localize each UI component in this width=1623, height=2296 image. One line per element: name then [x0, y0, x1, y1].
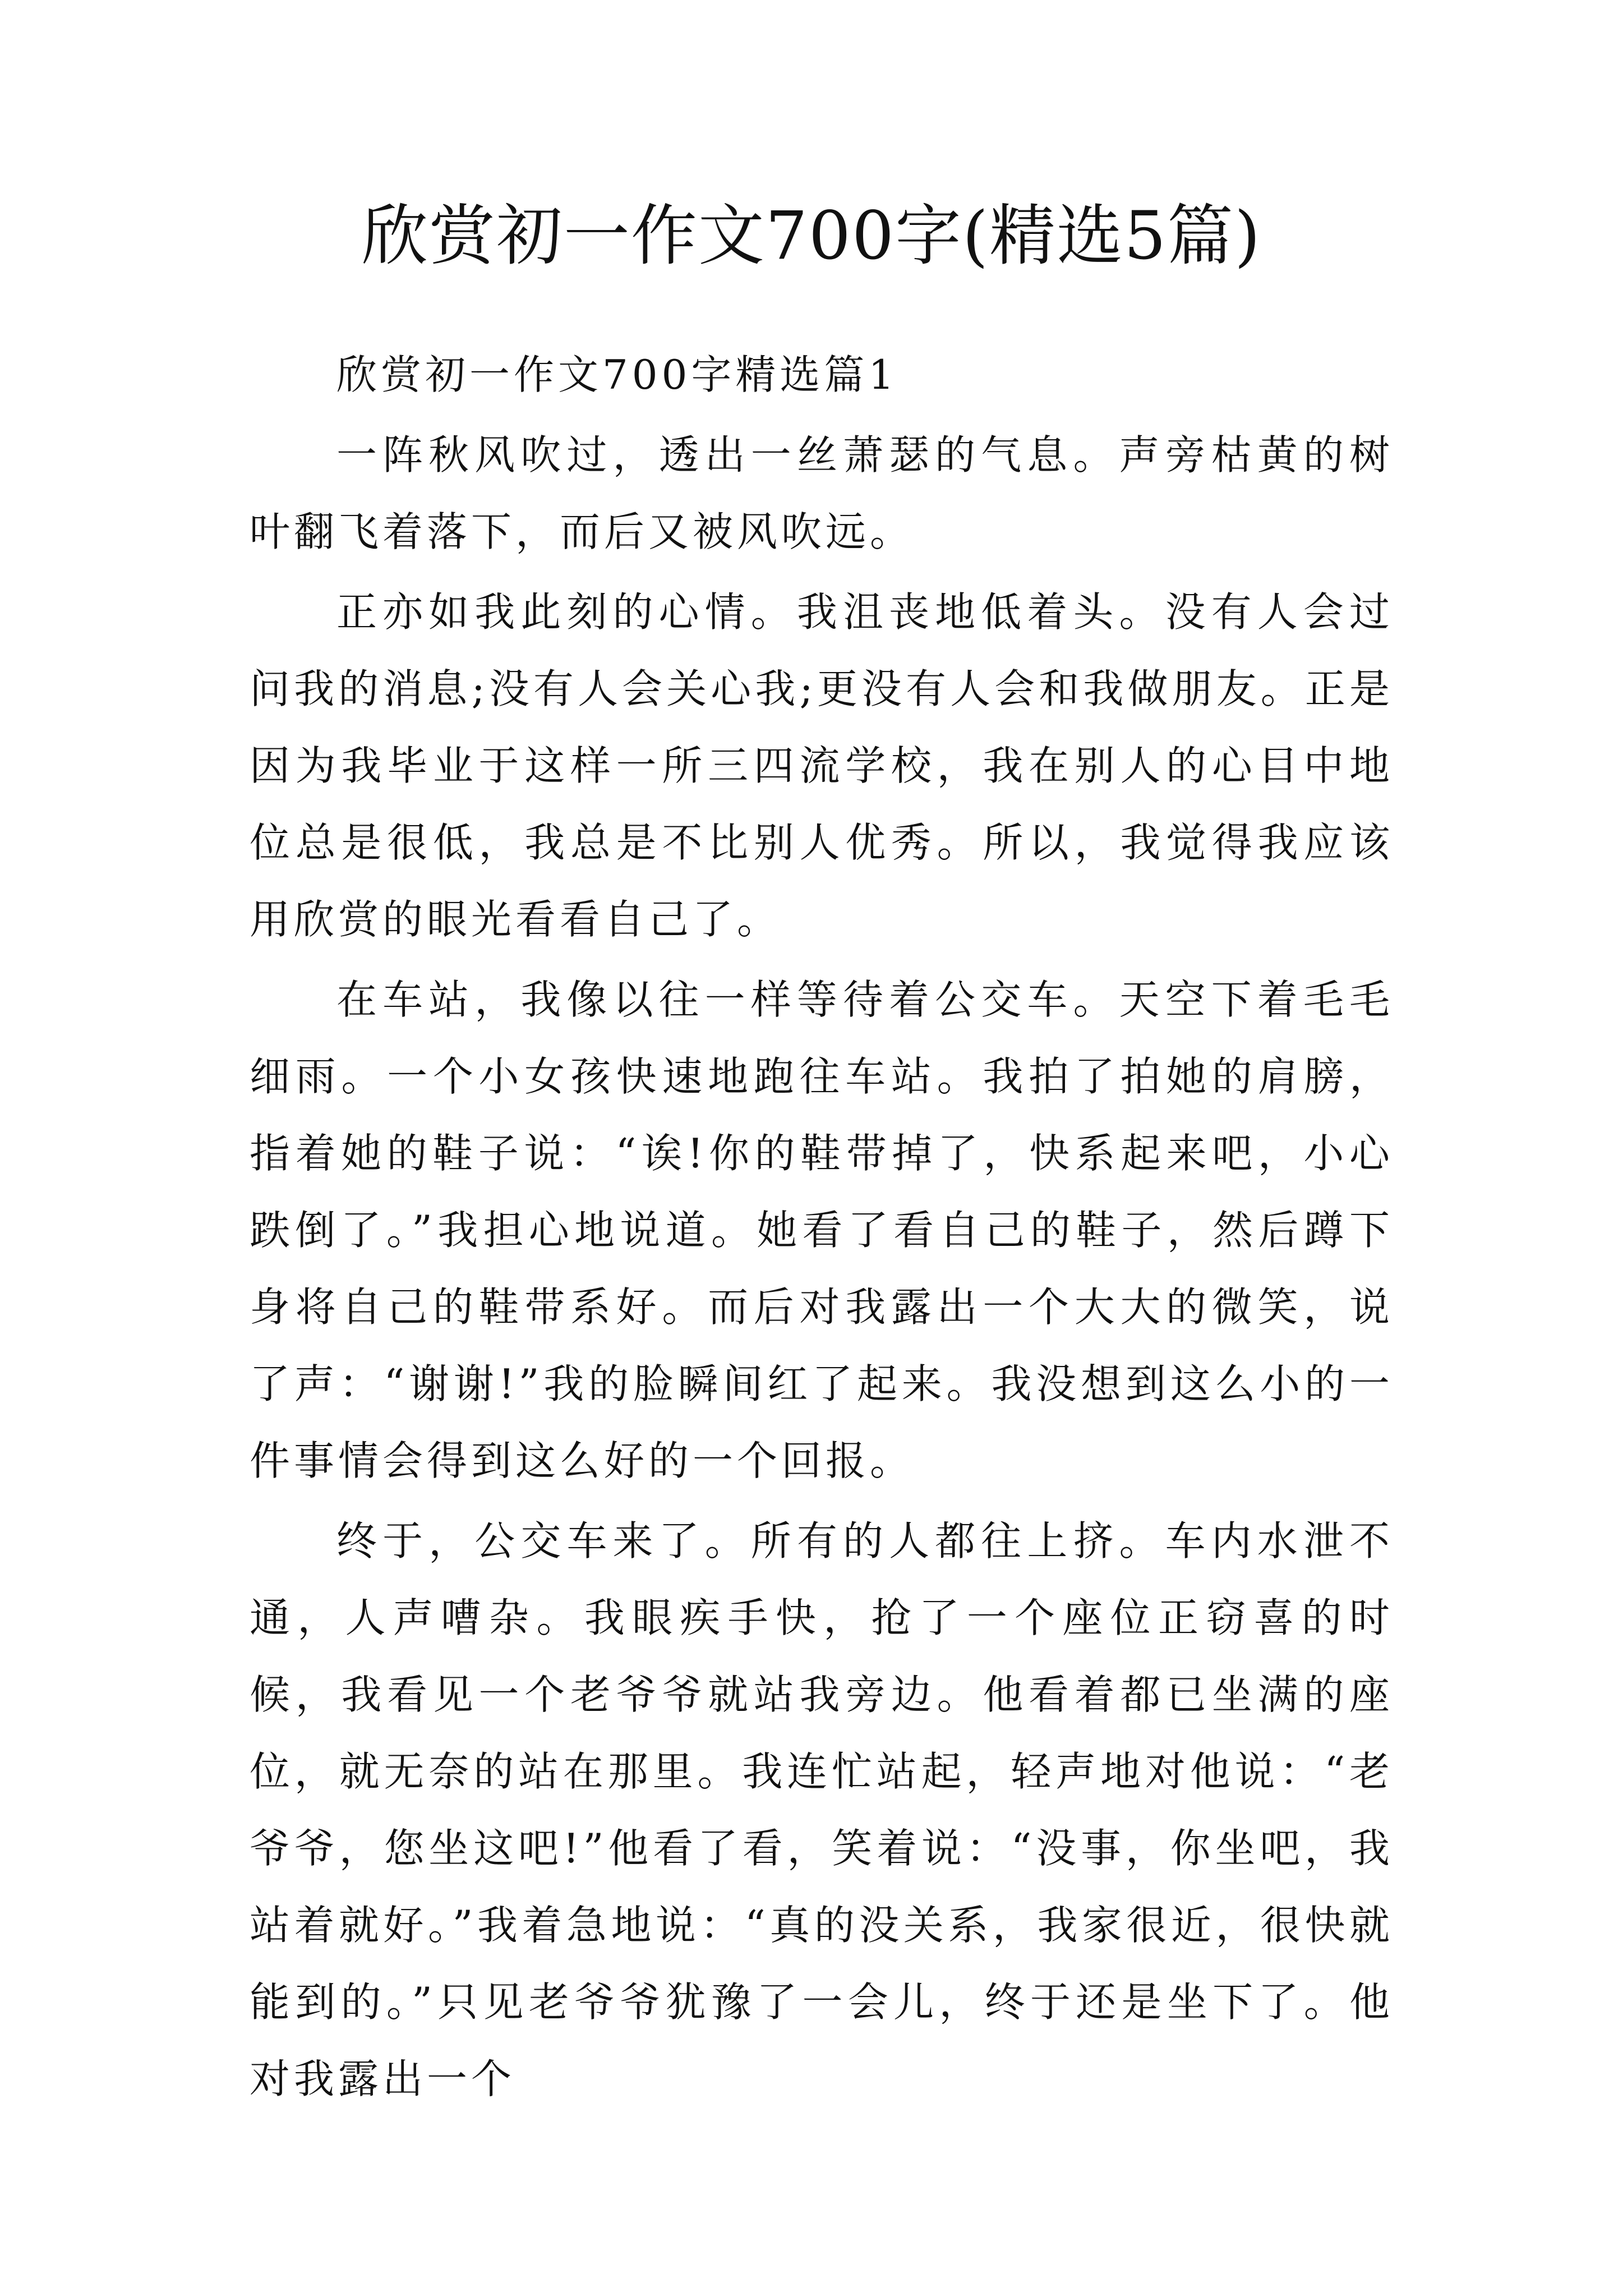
- section-heading: 欣赏初一作文700字精选篇1: [336, 351, 898, 398]
- document-body: [250, 337, 1394, 2121]
- paragraph: 正亦如我此刻的心情。我沮丧地低着头。没有人会过问我的消息;没有人会关心我;更没有人会和我做朋友。正是因为我毕业于这样一所三四流学校，我在别人的心目中地位总是很低，我总是不比别人优秀。所以，我觉得我应该用欣赏的眼光看看自己了。: [250, 588, 1394, 943]
- paragraph: 一阵秋风吹过，透出一丝萧瑟的气息。声旁枯黄的树叶翻飞着落下，而后又被风吹远。: [250, 431, 1394, 555]
- paragraph: 在车站，我像以往一样等待着公交车。天空下着毛毛细雨。一个小女孩快速地跑往车站。我拍了拍她的肩膀，指着她的鞋子说：“诶!你的鞋带掉了，快系起来吧，小心跌倒了。”我担心地说道。她看了看自己的鞋子，然后蹲下身将自己的鞋带系好。而后对我露出一个大大的微笑，说了声：“谢谢!”我的脸瞬间红了起来。我没想到这么小的一件事情会得到这么好的一个回报。: [250, 976, 1394, 1484]
- document-title: 欣赏初一作文700字(精选5篇): [361, 197, 1262, 274]
- paragraph: 终于，公交车来了。所有的人都往上挤。车内水泄不通，人声嘈杂。我眼疾手快，抢了一个座位正窃喜的时候，我看见一个老爷爷就站我旁边。他看着都已坐满的座位，就无奈的站在那里。我连忙站起，轻声地对他说：“老爷爷，您坐这吧!”他看了看，笑着说：“没事，你坐吧，我站着就好。”我着急地说：“真的没关系，我家很近，很快就能到的。”只见老爷爷犹豫了一会儿，终于还是坐下了。他对我露出一个: [250, 1517, 1394, 2102]
